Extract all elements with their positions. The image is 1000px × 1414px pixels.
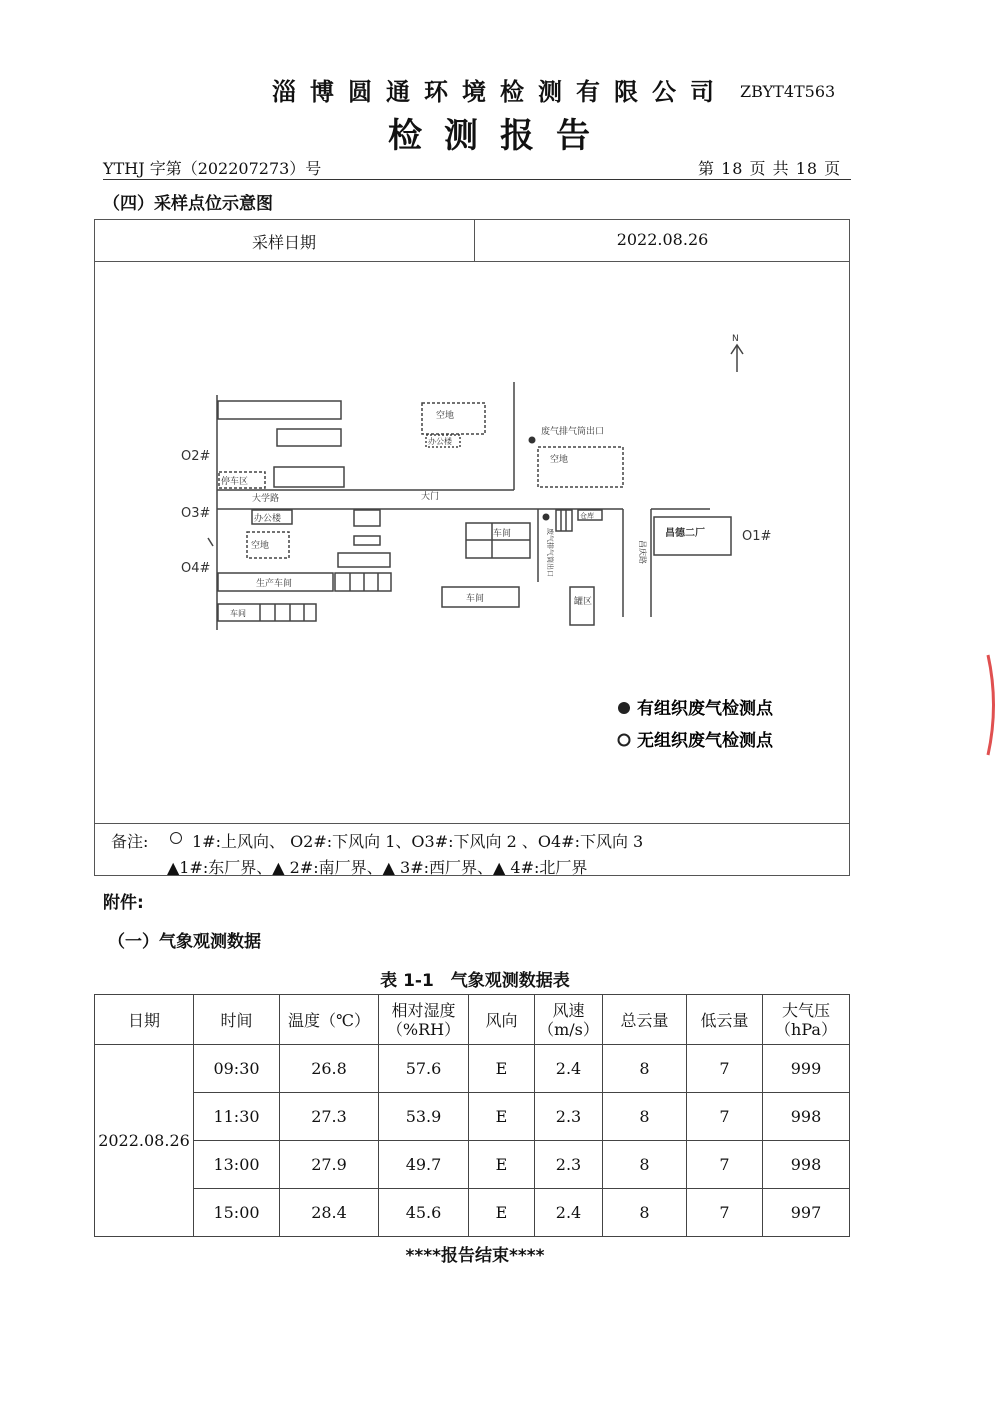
map-label-workshop3: 车间 [466,594,485,604]
table-cell: 2.3 [535,1093,603,1141]
table-cell: 2.4 [535,1045,603,1093]
header-cell: 时间 [194,995,280,1045]
table-cell: 997 [763,1189,850,1237]
seal-fragment-icon [985,650,1000,760]
page-info: 第 18 页 共 18 页 [698,159,842,178]
table-cell: 53.9 [379,1093,469,1141]
table-cell: 7 [687,1141,763,1189]
table-cell: 49.7 [379,1141,469,1189]
point-label-2: O2# [181,449,211,464]
table-row [95,1141,850,1189]
table-row [95,1093,850,1141]
legend-unorganized: 无组织废气检测点 [637,731,773,751]
notes-prefix: 备注: [111,832,149,851]
point-label-1: O1# [742,529,772,544]
unorganized-point-icon [619,735,630,746]
organized-point-icon [618,702,630,714]
table-cell: 7 [687,1093,763,1141]
table-cell: 8 [603,1189,687,1237]
map-label-factory2: 昌德二厂 [665,528,705,539]
map-label-empty3: 空地 [550,455,569,465]
header-rule [103,179,851,180]
header-cell: 低云量 [687,995,763,1045]
north-arrow-icon [731,345,743,372]
attachment-label: 附件: [103,893,144,913]
table-cell: 27.3 [280,1093,379,1141]
section-title-weather: （一）气象观测数据 [108,932,261,952]
table-cell: E [469,1189,535,1237]
notes-line-2: ▲1#:东厂界、▲ 2#:南厂界、▲ 3#:西厂界、▲ 4#:北厂界 [167,858,588,877]
exhaust-point-top-icon [529,437,536,444]
table-cell: 8 [603,1045,687,1093]
table-header-row [95,995,850,1045]
table-cell: 999 [763,1045,850,1093]
table-cell: E [469,1093,535,1141]
site-map [94,262,850,823]
sampling-date-label: 采样日期 [251,233,316,252]
table-cell: E [469,1141,535,1189]
map-label-workshop2: 车间 [230,609,246,618]
map-label-tank: 罐区 [574,597,593,607]
section-title-sampling-map: （四）采样点位示意图 [103,194,273,214]
table-cell: E [469,1045,535,1093]
company-name: 淄博圆通环境检测有限公司 [272,77,728,106]
header-cell: 总云量 [603,995,687,1045]
header-cell: 大气压 （hPa） [763,995,850,1045]
notes-line-1: 1#:上风向、 O2#:下风向 1、O3#:下风向 2 、O4#:下风向 3 [192,832,644,851]
legend-organized: 有组织废气检测点 [637,699,773,719]
table-cell: 15:00 [194,1189,280,1237]
exhaust-point-mid-icon [543,514,550,521]
table-cell: 7 [687,1045,763,1093]
table-cell: 11:30 [194,1093,280,1141]
table-cell: 8 [603,1093,687,1141]
header-cell: 风速 （m/s） [535,995,603,1045]
table-cell: 27.9 [280,1141,379,1189]
map-label-empty2: 空地 [436,411,455,421]
table-title: 表 1-1 气象观测数据表 [380,971,570,991]
report-number: YTHJ 字第（202207273）号 [103,159,322,178]
table-cell: 998 [763,1141,850,1189]
map-label-workshop-mid: 车间 [493,529,512,539]
map-label-daxue-road: 大学路 [252,494,280,504]
table-cell: 8 [603,1141,687,1189]
notes-divider [94,823,850,824]
table-cell: 2.4 [535,1189,603,1237]
north-label: N [732,334,739,344]
table-row [95,1045,850,1093]
header-cell: 相对湿度 （%RH） [379,995,469,1045]
table-cell: 28.4 [280,1189,379,1237]
table-cell: 7 [687,1189,763,1237]
report-title: 检测报告 [388,116,612,156]
map-label-gate: 大门 [421,492,440,502]
map-label-right-road: 昌庆路 [638,540,647,564]
header-cell: 风向 [469,995,535,1045]
map-label-production: 生产车间 [256,579,293,589]
table-cell: 998 [763,1093,850,1141]
point-label-3: O3# [181,506,211,521]
weather-table [94,994,850,1237]
map-label-exhaust-top: 废气排气筒出口 [541,427,605,437]
table-row [95,1189,850,1237]
table-cell: 13:00 [194,1141,280,1189]
circle-marker-icon [170,832,182,844]
table-cell: 57.6 [379,1045,469,1093]
map-label-office2: 办公楼 [428,437,452,446]
document-code: ZBYT4T563 [740,82,836,101]
date-cell: 2022.08.26 [95,1045,194,1237]
point-label-4: O4# [181,561,211,576]
map-label-empty1: 空地 [251,541,270,551]
table-cell: 09:30 [194,1045,280,1093]
header-cell: 日期 [95,995,194,1045]
map-label-office1: 办公楼 [254,514,282,524]
map-label-small-box: 仓库 [580,512,594,520]
header-cell: 温度（℃） [280,995,379,1045]
map-label-parking: 停车区 [221,477,249,487]
report-end-text: ****报告结束**** [405,1246,545,1266]
sampling-date-value: 2022.08.26 [616,230,709,249]
table-cell: 2.3 [535,1141,603,1189]
table-cell: 26.8 [280,1045,379,1093]
map-label-exhaust-mid: 废气排气筒出口 [546,528,554,577]
table-cell: 45.6 [379,1189,469,1237]
